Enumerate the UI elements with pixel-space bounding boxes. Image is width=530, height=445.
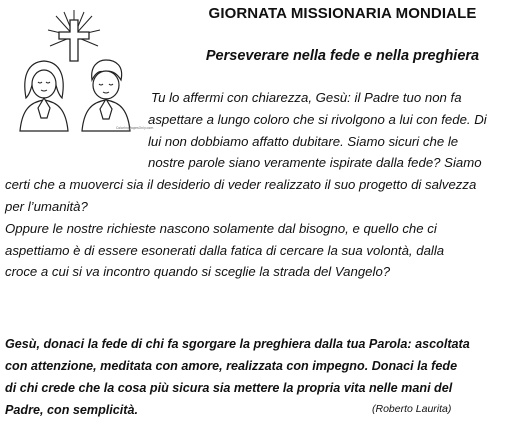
prayer-line: di chi crede che la cosa più sicura sia mettere la propria vita nelle mani del [5, 381, 453, 395]
reflection-line: Tu lo affermi con chiarezza, Gesù: il Padre tuo non fa [151, 90, 462, 105]
author-credit: (Roberto Laurita) [372, 403, 452, 415]
reflection-line: certi che a muoverci sia il desiderio di veder realizzato il suo progetto di salvezza [5, 177, 477, 193]
prayer-line: con attenzione, meditata con amore, realizzata con impegno. Donaci la fede [5, 359, 458, 373]
prayer-line: Padre, con semplicità. [5, 403, 138, 417]
page-title: GIORNATA MISSIONARIA MONDIALE [208, 5, 477, 22]
reflection-line: Oppure le nostre richieste nascono solamente dal bisogno, e quello che ci [5, 220, 437, 236]
reflection-line: per l’umanità? [5, 198, 88, 214]
reflection-paragraph [5, 87, 527, 283]
prayer-line: Gesù, donaci la fede di chi fa sgorgare la preghiera dalla tua Parola: ascoltata [5, 337, 470, 351]
reflection-line: croce a cui si va incontro quando si sceglie la strada del Vangelo? [5, 264, 391, 280]
reflection-line: lui non dobbiamo affatto dubitare. Siamo sicuri che le [148, 133, 459, 149]
watermark-text: ColoringPagesOnly.com [116, 126, 154, 130]
reflection-line: aspettare a lungo coloro che si rivolgono a lui con fede. Di [148, 111, 487, 127]
reflection-line: aspettiamo è di essere esonerati dalla fatica di cercare la sua volontà, dalla [5, 242, 445, 258]
reflection-line: nostre parole siano veramente ispirate dalla fede? Siamo [148, 155, 482, 171]
page-subtitle: Perseverare nella fede e nella preghiera [205, 48, 480, 64]
